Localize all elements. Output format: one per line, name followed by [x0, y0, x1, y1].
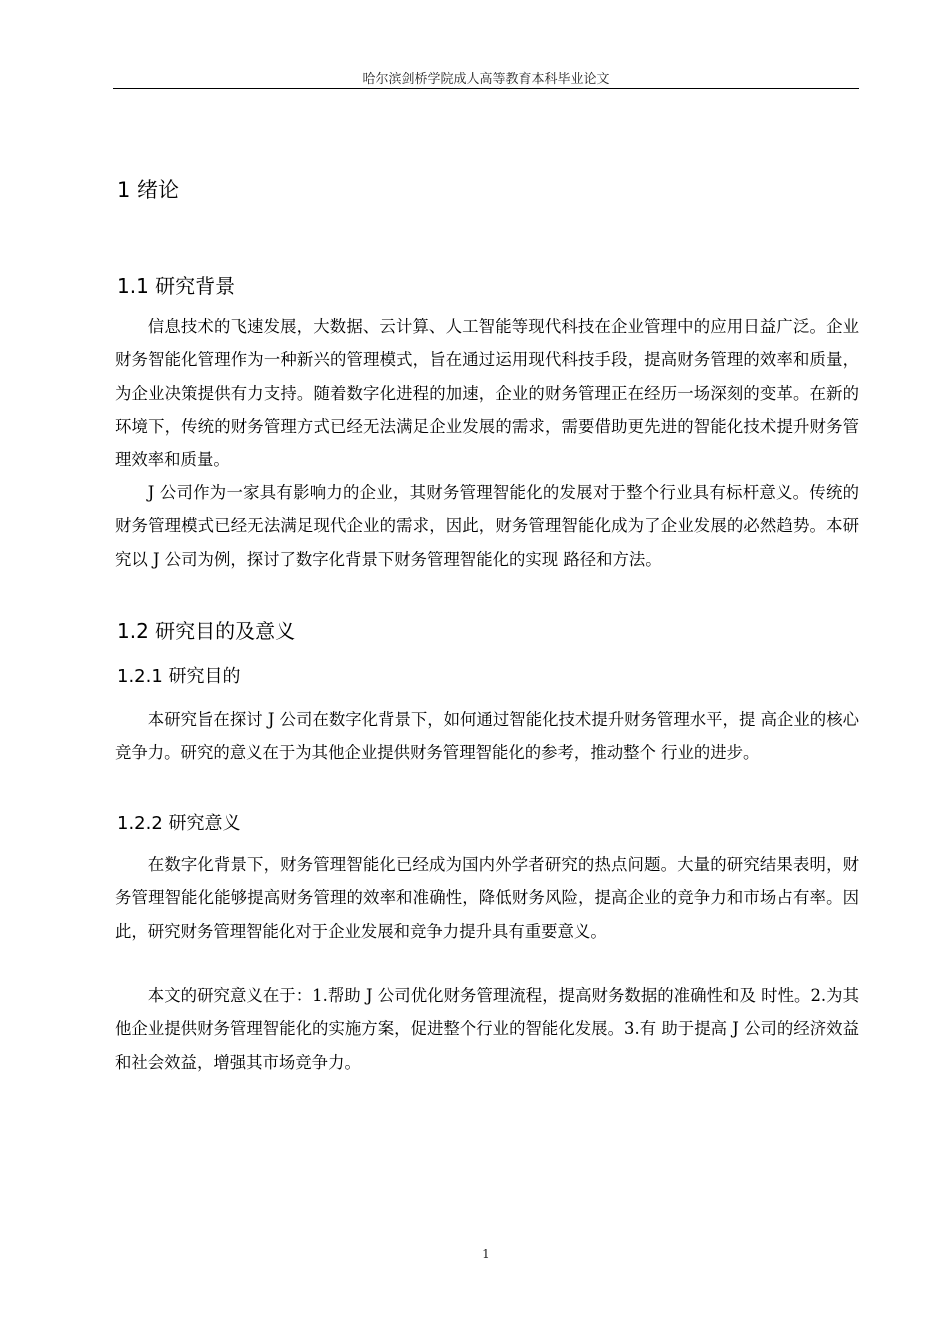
paragraph-significance-2: 本文的研究意义在于：1.帮助 J 公司优化财务管理流程，提高财务数据的准确性和及 时性。2.为其他企业提供财务管理智能化的实施方案，促进整个行业的智能化发展。3.有 助于提高 J 公司的经济效益和社会效益，增强其市场竞争力。: [115, 986, 859, 1072]
section-heading-purpose-significance: 1.2 研究目的及意义: [117, 619, 296, 643]
paragraph-background-1: 信息技术的飞速发展，大数据、云计算、人工智能等现代科技在企业管理中的应用日益广泛。企业财务智能化管理作为一种新兴的管理模式，旨在通过运用现代科技手段，提高财务管理的效率和质量，为企业决策提供有力支持。随着数字化进程的加速，企业的财务管理正在经历一场深刻的变革。在新的环境下，传统的财务管理方式已经无法满足企业发展的需求，需要借助更先进的智能化技术提升财务管理效率和质量。: [115, 317, 859, 470]
paragraph-significance-1: 在数字化背景下，财务管理智能化已经成为国内外学者研究的热点问题。大量的研究结果表明，财务管理智能化能够提高财务管理的效率和准确性，降低财务风险，提高企业的竞争力和市场占有率。因此，研究财务管理智能化对于企业发展和竞争力提升具有重要意义。: [115, 855, 859, 941]
subsection-heading-significance: 1.2.2 研究意义: [117, 813, 241, 834]
chapter-title: 1 绪论: [117, 178, 180, 202]
subsection-heading-purpose: 1.2.1 研究目的: [117, 666, 241, 687]
paragraph-background-2: J 公司作为一家具有影响力的企业，其财务管理智能化的发展对于整个行业具有标杆意义。传统的财务管理模式已经无法满足现代企业的需求，因此，财务管理智能化成为了企业发展的必然趋势。本研究以 J 公司为例，探讨了数字化背景下财务管理智能化的实现 路径和方法。: [115, 483, 859, 569]
page-number: 1: [482, 1247, 490, 1261]
running-header: 哈尔滨剑桥学院成人高等教育本科毕业论文: [362, 72, 610, 87]
section-heading-background: 1.1 研究背景: [117, 274, 236, 298]
header-divider: [113, 88, 859, 89]
paragraph-purpose: 本研究旨在探讨 J 公司在数字化背景下，如何通过智能化技术提升财务管理水平，提 高企业的核心竞争力。研究的意义在于为其他企业提供财务管理智能化的参考，推动整个 行业的进步。: [115, 710, 859, 763]
